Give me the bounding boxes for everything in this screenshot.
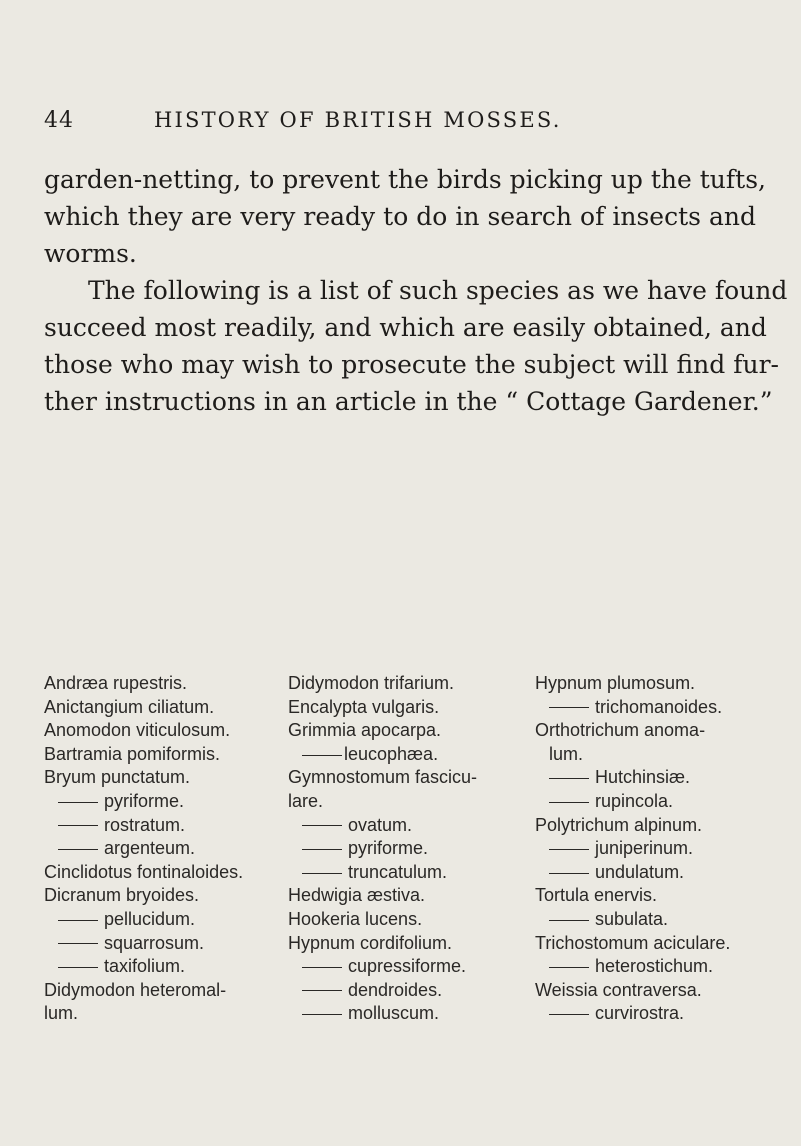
ditto-dash <box>549 920 589 921</box>
ditto-dash <box>302 873 342 874</box>
species-entry: pyriforme. <box>44 790 289 814</box>
body-line: ther instructions in an article in the “ Cottage Gardener.” <box>44 387 773 416</box>
ditto-dash <box>58 920 98 921</box>
ditto-dash <box>549 873 589 874</box>
species-entry: curvirostra. <box>535 1002 767 1026</box>
species-entry: Hypnum cordifolium. <box>288 932 453 953</box>
species-entry: Didymodon heteromal- <box>44 979 227 1000</box>
species-entry: Gymnostomum fascicu- <box>288 767 478 788</box>
species-entry: pellucidum. <box>44 908 289 932</box>
species-column-1 <box>44 672 289 1026</box>
species-entry: Anomodon viticulosum. <box>44 720 231 741</box>
ditto-dash <box>58 825 98 826</box>
page-number: 44 <box>44 108 74 133</box>
species-entry: rupincola. <box>535 790 767 814</box>
species-entry: Hookeria lucens. <box>288 908 423 929</box>
species-entry: Cinclidotus fontinaloides. <box>44 861 244 882</box>
ditto-dash <box>58 967 98 968</box>
species-entry: argenteum. <box>44 837 289 861</box>
body-line: succeed most readily, and which are easily obtained, and <box>44 313 767 342</box>
species-entry: juniperinum. <box>535 837 767 861</box>
ditto-dash <box>302 967 342 968</box>
running-title: HISTORY OF BRITISH MOSSES. <box>154 108 562 132</box>
ditto-dash <box>549 707 589 708</box>
species-entry: Grimmia apocarpa. <box>288 720 442 741</box>
body-line: worms. <box>44 239 137 268</box>
species-entry: Bryum punctatum. <box>44 767 191 788</box>
running-head <box>44 108 754 136</box>
species-entry: lum. <box>549 743 584 764</box>
ditto-dash <box>302 990 342 991</box>
body-line: garden-netting, to prevent the birds picking up the tufts, <box>44 165 766 194</box>
species-entry: Hypnum plumosum. <box>535 673 696 693</box>
species-entry: Anictangium ciliatum. <box>44 696 215 717</box>
species-entry: lare. <box>288 790 324 811</box>
species-entry: truncatulum. <box>288 861 534 885</box>
species-entry: Bartramia pomiformis. <box>44 743 221 764</box>
species-entry: Encalypta vulgaris. <box>288 696 440 717</box>
species-column-3 <box>535 672 767 1026</box>
ditto-dash <box>302 825 342 826</box>
species-entry: rostratum. <box>44 814 289 838</box>
ditto-dash <box>549 849 589 850</box>
ditto-dash <box>302 849 342 850</box>
species-entry: Hedwigia æstiva. <box>288 885 426 906</box>
ditto-dash <box>302 1014 342 1015</box>
species-entry: Tortula enervis. <box>535 885 658 906</box>
ditto-dash <box>549 967 589 968</box>
species-entry: leucophæa. <box>288 743 534 767</box>
species-entry: Didymodon trifarium. <box>288 673 455 693</box>
species-entry: Polytrichum alpinum. <box>535 814 703 835</box>
ditto-dash <box>58 849 98 850</box>
species-entry: molluscum. <box>288 1002 534 1026</box>
species-entry: trichomanoides. <box>535 696 767 720</box>
ditto-dash <box>549 778 589 779</box>
species-entry: Weissia contraversa. <box>535 979 702 1000</box>
species-entry: lum. <box>44 1003 79 1024</box>
species-entry: squarrosum. <box>44 932 289 956</box>
body-line: those who may wish to prosecute the subject will find fur- <box>44 350 779 379</box>
species-entry: Dicranum bryoides. <box>44 885 200 906</box>
species-entry: undulatum. <box>535 861 767 885</box>
species-entry: heterostichum. <box>535 955 767 979</box>
ditto-dash <box>58 943 98 944</box>
body-line: which they are very ready to do in search of insects and <box>44 202 756 231</box>
species-entry: Hutchinsiæ. <box>535 766 767 790</box>
species-entry: dendroides. <box>288 979 534 1003</box>
body-line: The following is a list of such species as we have found <box>88 276 788 305</box>
ditto-dash <box>58 802 98 803</box>
species-entry: taxifolium. <box>44 955 289 979</box>
species-entry: pyriforme. <box>288 837 534 861</box>
ditto-dash <box>302 755 342 756</box>
ditto-dash <box>549 1014 589 1015</box>
species-entry: ovatum. <box>288 814 534 838</box>
species-entry: cupressiforme. <box>288 955 534 979</box>
species-entry: Andræa rupestris. <box>44 673 188 693</box>
ditto-dash <box>549 802 589 803</box>
body-paragraphs <box>44 161 788 420</box>
species-entry: Trichostomum aciculare. <box>535 932 731 953</box>
species-entry: subulata. <box>535 908 767 932</box>
species-column-2 <box>288 672 534 1026</box>
species-entry: Orthotrichum anoma- <box>535 720 706 741</box>
